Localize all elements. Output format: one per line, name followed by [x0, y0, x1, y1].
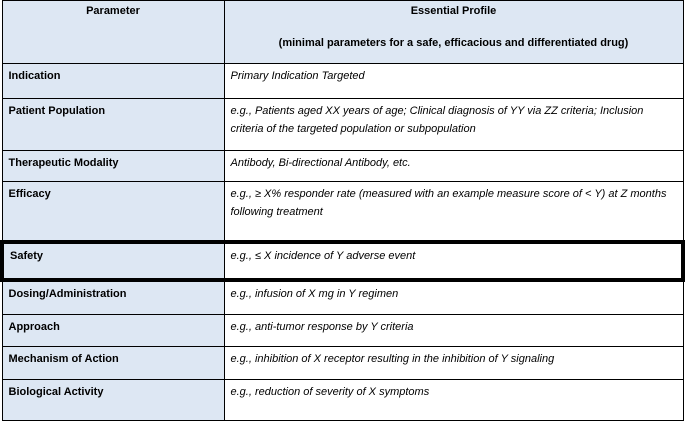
- table-row: [2, 151, 683, 182]
- profile-cell: e.g., infusion of X mg in Y regimen: [224, 280, 683, 315]
- table-row: [2, 380, 683, 421]
- parameter-cell: Safety: [2, 242, 224, 280]
- profile-cell: Primary Indication Targeted: [224, 64, 683, 99]
- profile-cell: e.g., anti-tumor response by Y criteria: [224, 315, 683, 347]
- parameter-cell: Approach: [2, 315, 224, 347]
- profile-column-title: Essential Profile: [410, 5, 497, 17]
- parameter-cell: Mechanism of Action: [2, 347, 224, 380]
- parameter-column-header: Parameter: [2, 1, 224, 64]
- profile-cell: e.g., inhibition of X receptor resulting in the inhibition of Y signaling: [224, 347, 683, 380]
- profile-column-subtitle: (minimal parameters for a safe, efficacious and differentiated drug): [278, 37, 629, 49]
- table-row: [2, 182, 683, 242]
- profile-cell: e.g., Patients aged XX years of age; Clinical diagnosis of YY via ZZ criteria; Inclusion criteria of the targeted population or subpopulation: [224, 99, 683, 151]
- table-row: [2, 64, 683, 99]
- profile-cell: Antibody, Bi-directional Antibody, etc.: [224, 151, 683, 182]
- header-row: [2, 1, 683, 64]
- table-row: [2, 280, 683, 315]
- profile-cell: e.g., reduction of severity of X symptoms: [224, 380, 683, 421]
- parameter-cell: Dosing/Administration: [2, 280, 224, 315]
- table-row: [2, 99, 683, 151]
- parameter-cell: Biological Activity: [2, 380, 224, 421]
- profile-cell: e.g., ≤ X incidence of Y adverse event: [224, 242, 683, 280]
- parameter-cell: Therapeutic Modality: [2, 151, 224, 182]
- table-row-highlighted: [2, 242, 683, 280]
- profile-cell: e.g., ≥ X% responder rate (measured with an example measure score of < Y) at Z months following treatment: [224, 182, 683, 242]
- parameter-cell: Indication: [2, 64, 224, 99]
- table-row: [2, 347, 683, 380]
- profile-column-header: [224, 1, 683, 64]
- table-row: [2, 315, 683, 347]
- parameter-cell: Efficacy: [2, 182, 224, 242]
- parameter-cell: Patient Population: [2, 99, 224, 151]
